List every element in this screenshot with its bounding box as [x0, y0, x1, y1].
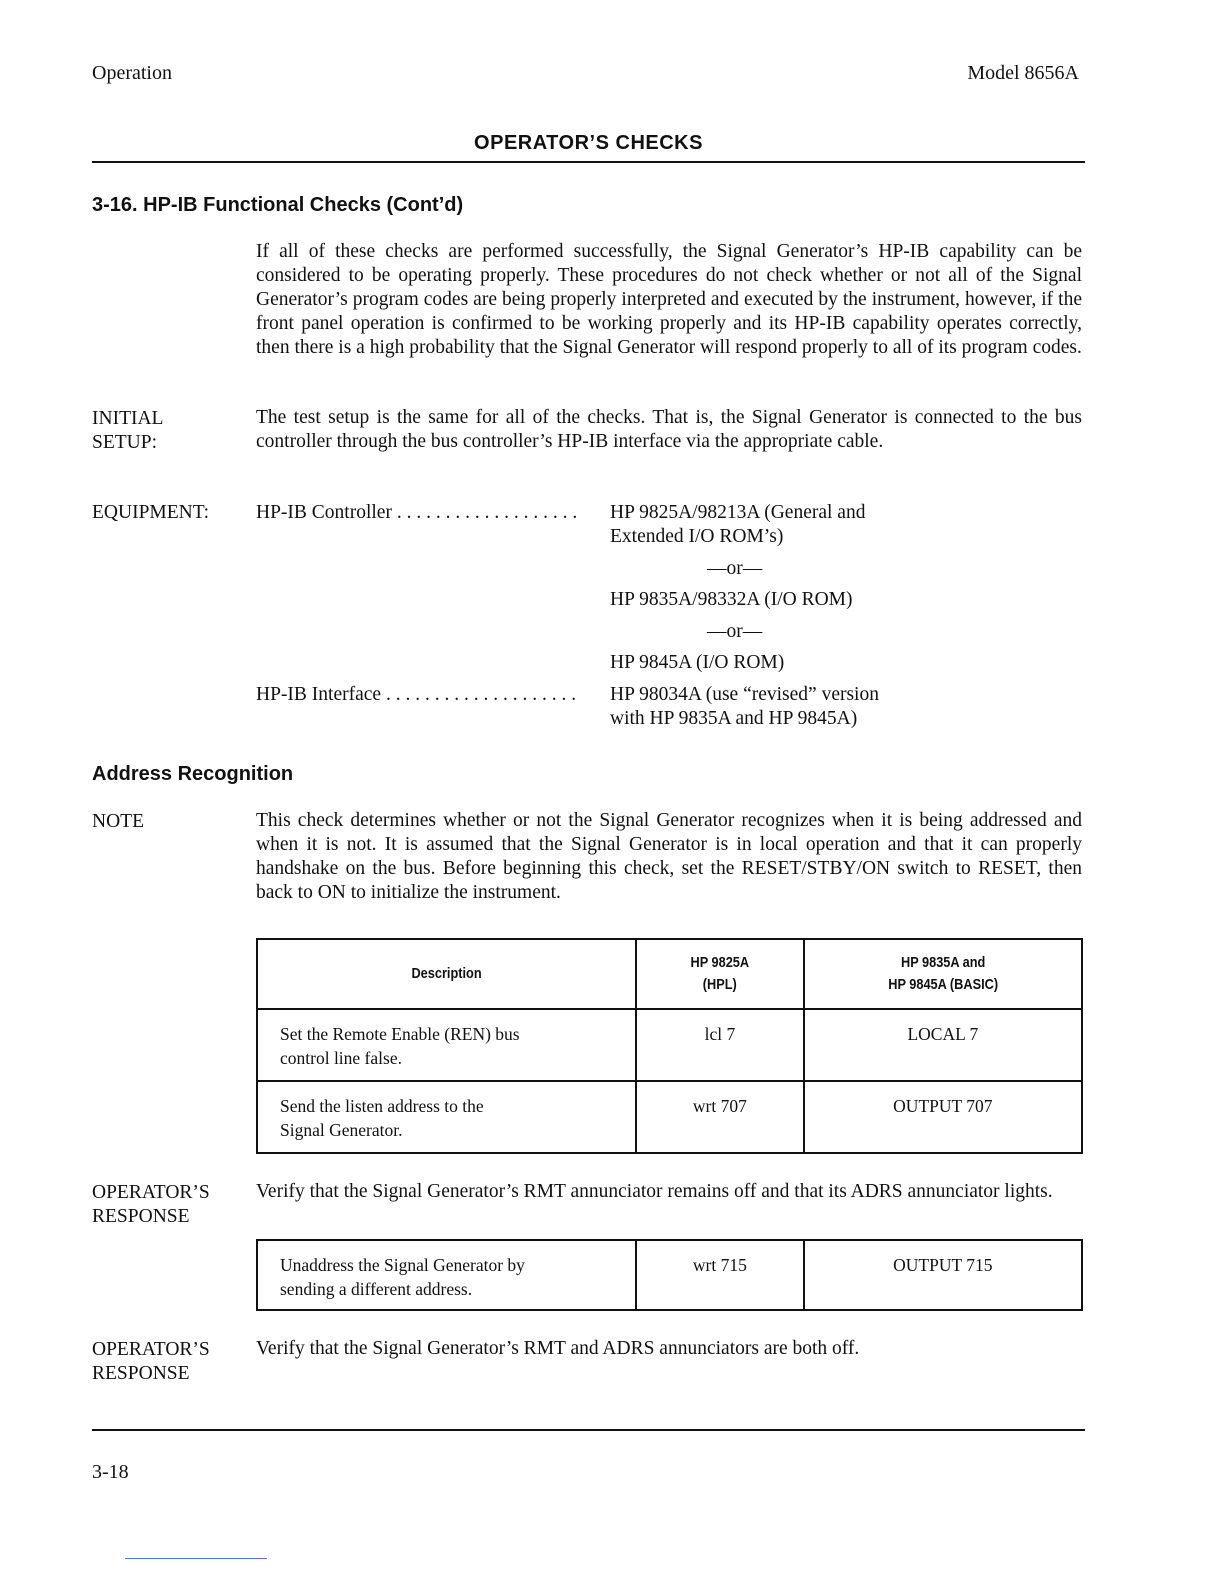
response-1-label: [92, 1181, 210, 1229]
scan-artifact-line: [125, 1558, 267, 1559]
response-1-label-line2: RESPONSE: [92, 1206, 190, 1227]
header-hpl: [649, 939, 791, 1009]
response-1-text: Verify that the Signal Generator’s RMT annunciator remains off and that its ADRS annunciator lights.: [256, 1181, 1053, 1202]
row-description-line2: sending a different address.: [280, 1279, 473, 1299]
row-basic-command: LOCAL 7: [804, 1009, 1082, 1081]
command-table: [256, 938, 1083, 1154]
controller-option-3: HP 9845A (I/O ROM): [610, 652, 785, 673]
row-description-line1: Unaddress the Signal Generator by: [280, 1255, 525, 1275]
row-hpl-command: lcl 7: [636, 1009, 804, 1081]
row-description-line2: control line false.: [280, 1048, 402, 1068]
row-description-line1: Set the Remote Enable (REN) bus: [280, 1024, 520, 1044]
command-table-2: [256, 1239, 1083, 1311]
header-model-name: Model 8656A: [967, 62, 1079, 84]
row-hpl-command: wrt 715: [636, 1240, 804, 1310]
controller-label: HP-IB Controller . . . . . . . . . . . . . . . . . . .: [256, 502, 578, 523]
initial-setup-text: The test setup is the same for all of the checks. That is, the Signal Generator is connected to the bus controller through the bus controller’s HP-IB interface via the appropriate cable.: [256, 407, 1082, 452]
table-row: [257, 1240, 1082, 1310]
header-basic-line2: HP 9845A (BASIC): [887, 976, 998, 993]
interface-label-text: HP-IB Interface: [256, 684, 382, 705]
row-basic-command: OUTPUT 715: [804, 1240, 1082, 1310]
header-hpl-line2: (HPL): [702, 976, 737, 993]
controller-label-text: HP-IB Controller: [256, 502, 392, 523]
initial-setup-label: [92, 407, 163, 455]
page-number: 3-18: [92, 1461, 129, 1483]
note-text: This check determines whether or not the Signal Generator recognizes when it is being addressed and when it is not. It is assumed that the Signal Generator is in local operation and that it can properly handshake on the bus. Before beginning this check, set the RESET/STBY/ON switch to RESET, then back to ON to initialize the instrument.: [256, 810, 1082, 903]
header-basic: [825, 939, 1062, 1009]
response-1-label-line1: OPERATOR’S: [92, 1182, 210, 1203]
row-description: [257, 1081, 636, 1153]
interface-label: HP-IB Interface . . . . . . . . . . . . . . . . . . . .: [256, 684, 577, 705]
response-2-text: Verify that the Signal Generator’s RMT and ADRS annunciators are both off.: [256, 1338, 860, 1359]
header-description: Description: [285, 939, 607, 1009]
section-title: OPERATOR’S CHECKS: [474, 132, 703, 154]
initial-setup-label-line1: INITIAL: [92, 408, 164, 429]
top-rule: [92, 161, 1085, 163]
response-2-label: [92, 1338, 210, 1386]
address-recognition-heading: Address Recognition: [92, 763, 294, 785]
note-label: NOTE: [92, 811, 144, 832]
header-hpl-line1: HP 9825A: [690, 954, 750, 971]
intro-paragraph: If all of these checks are performed successfully, the Signal Generator’s HP-IB capability can be considered to be operating properly. These procedures do not check whether or not all of the Signal Generator’s program codes are being properly interpreted and executed by the instrument, however, if the front panel operation is confirmed to be working properly and its HP-IB capability operates correctly, then there is a high probability that the Signal Generator will respond properly to all of its program codes.: [256, 241, 1082, 358]
controller-option-1-line2: Extended I/O ROM’s): [610, 526, 784, 547]
bottom-rule: [92, 1429, 1085, 1431]
header-section-name: Operation: [92, 62, 172, 84]
initial-setup-label-line2: SETUP:: [92, 432, 158, 453]
row-description-line2: Signal Generator.: [280, 1120, 403, 1140]
response-2-label-line1: OPERATOR’S: [92, 1339, 210, 1360]
response-2-label-line2: RESPONSE: [92, 1363, 190, 1384]
controller-option-1-line1: HP 9825A/98213A (General and: [610, 502, 866, 523]
table-row: [257, 1009, 1082, 1081]
equipment-label: EQUIPMENT:: [92, 502, 210, 523]
table-row: [257, 1081, 1082, 1153]
controller-option-2: HP 9835A/98332A (I/O ROM): [610, 589, 853, 610]
row-basic-command: OUTPUT 707: [804, 1081, 1082, 1153]
interface-line1: HP 98034A (use “revised” version: [610, 684, 879, 705]
row-hpl-command: wrt 707: [636, 1081, 804, 1153]
interface-line2: with HP 9835A and HP 9845A): [610, 708, 858, 729]
row-description: [257, 1009, 636, 1081]
row-description: [257, 1240, 636, 1310]
or-separator-1: —or—: [707, 558, 763, 579]
header-basic-line1: HP 9835A and: [900, 954, 986, 971]
or-separator-2: —or—: [707, 621, 763, 642]
row-description-line1: Send the listen address to the: [280, 1096, 484, 1116]
table-header-row: [257, 939, 1082, 1009]
section-heading: 3-16. HP-IB Functional Checks (Cont’d): [92, 194, 464, 216]
